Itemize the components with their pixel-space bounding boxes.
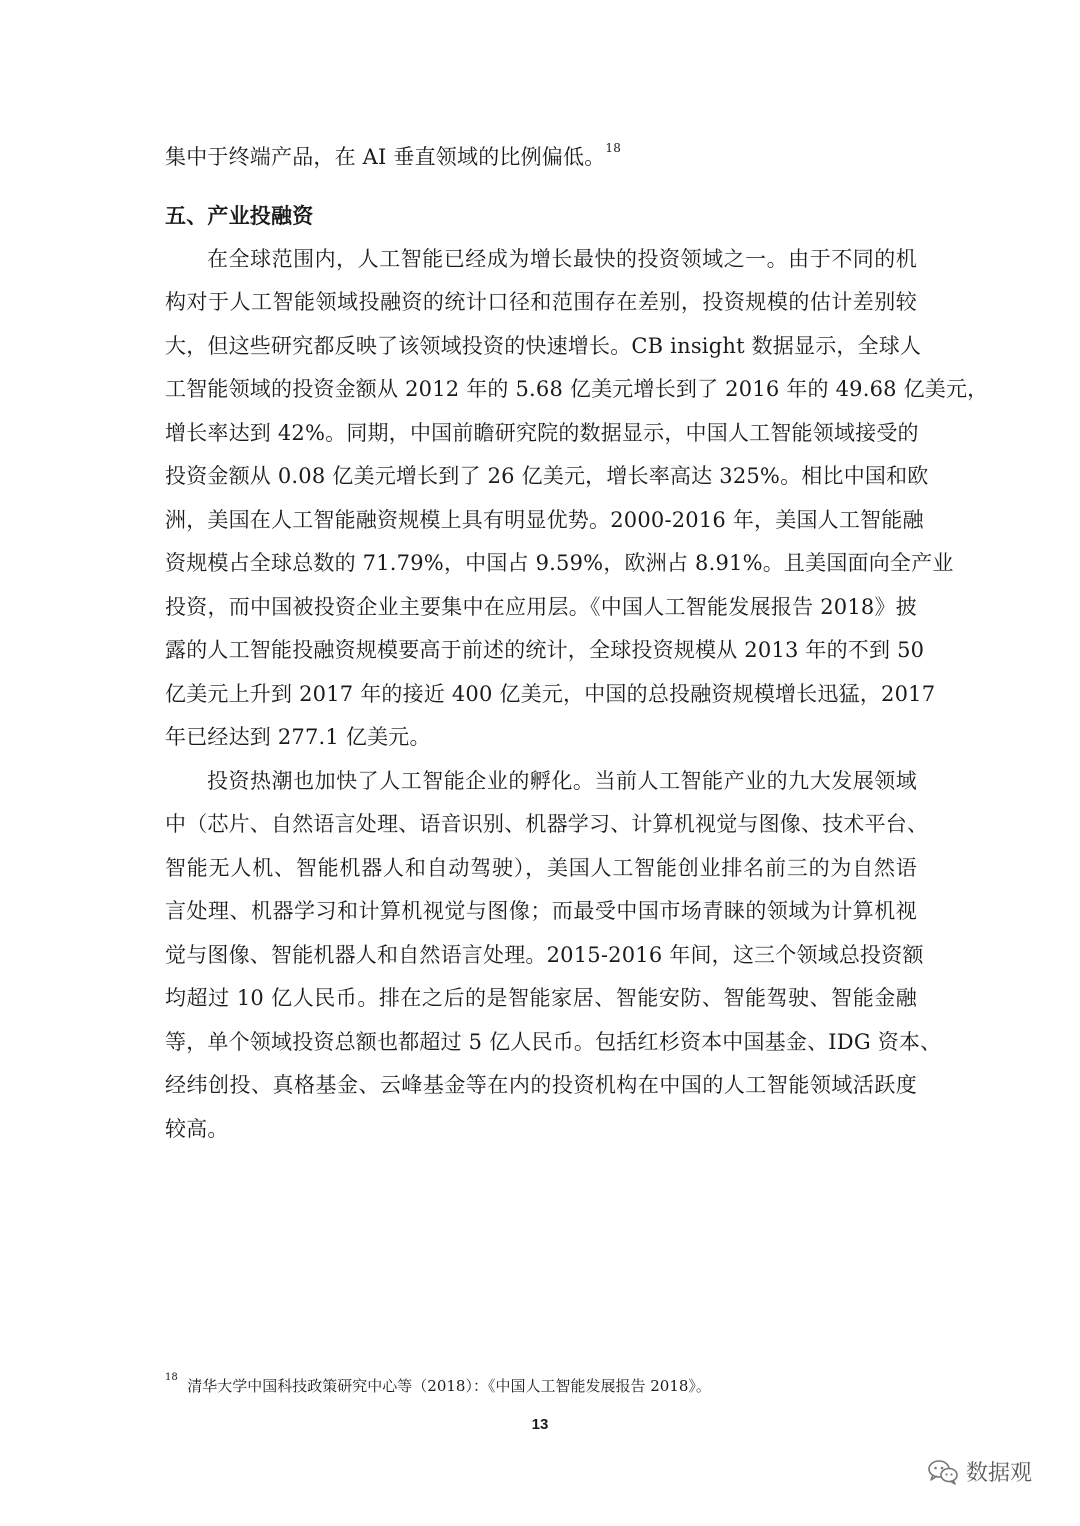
section-heading: 五、产业投融资 bbox=[165, 204, 314, 228]
body-line: 露的人工智能投融资规模要高于前述的统计，全球投资规模从 2013 年的不到 50 bbox=[165, 638, 925, 662]
body-line: 言处理、机器学习和计算机视觉与图像；而最受中国市场青睐的领域为计算机视 bbox=[165, 899, 917, 923]
body-line: 构对于人工智能领域投融资的统计口径和范围存在差别，投资规模的估计差别较 bbox=[165, 290, 917, 314]
body-line: 增长率达到 42%。同期，中国前瞻研究院的数据显示，中国人工智能领域接受的 bbox=[165, 421, 919, 445]
body-line: 等，单个领域投资总额也都超过 5 亿人民币。包括红杉资本中国基金、IDG 资本、 bbox=[165, 1030, 942, 1054]
body-line: 投资金额从 0.08 亿美元增长到了 26 亿美元，增长率高达 325%。相比中国和欧 bbox=[165, 464, 929, 488]
wechat-icon bbox=[928, 1459, 958, 1485]
body-line: 经纬创投、真格基金、云峰基金等在内的投资机构在中国的人工智能领域活跃度 bbox=[165, 1073, 917, 1097]
body-line: 工智能领域的投资金额从 2012 年的 5.68 亿美元增长到了 2016 年的 49.68 亿美元， bbox=[165, 377, 989, 401]
watermark bbox=[928, 1456, 1032, 1487]
body-line: 智能无人机、智能机器人和自动驾驶），美国人工智能创业排名前三的为自然语 bbox=[165, 856, 917, 880]
body-line: 年已经达到 277.1 亿美元。 bbox=[165, 725, 431, 749]
watermark-text: 数据观 bbox=[966, 1461, 1033, 1486]
footnote bbox=[165, 1372, 711, 1396]
body-line: 投资，而中国被投资企业主要集中在应用层。《中国人工智能发展报告 2018》披 bbox=[165, 595, 917, 619]
body-line bbox=[165, 142, 917, 172]
footnote-text: 清华大学中国科技政策研究中心等（2018）：《中国人工智能发展报告 2018》。 bbox=[187, 1377, 711, 1395]
body-line: 中（芯片、自然语言处理、语音识别、机器学习、计算机视觉与图像、技术平台、 bbox=[165, 812, 929, 836]
body-text: 集中于终端产品，在 AI 垂直领域的比例偏低。 bbox=[165, 145, 606, 169]
body-line: 亿美元上升到 2017 年的接近 400 亿美元，中国的总投融资规模增长迅猛，2017 bbox=[165, 682, 936, 706]
body-line: 均超过 10 亿人民币。排在之后的是智能家居、智能安防、智能驾驶、智能金融 bbox=[165, 986, 917, 1010]
body-line: 觉与图像、智能机器人和自然语言处理。2015-2016 年间，这三个领域总投资额 bbox=[165, 943, 924, 967]
body-line: 资规模占全球总数的 71.79%，中国占 9.59%，欧洲占 8.91%。且美国面向全产业 bbox=[165, 551, 954, 575]
body-line: 在全球范围内，人工智能已经成为增长最快的投资领域之一。由于不同的机 bbox=[207, 247, 917, 271]
footnote-marker[interactable]: 18 bbox=[605, 141, 622, 155]
footnote-number: 18 bbox=[165, 1372, 178, 1383]
body-line: 投资热潮也加快了人工智能企业的孵化。当前人工智能产业的九大发展领域 bbox=[207, 769, 917, 793]
body-line: 洲，美国在人工智能融资规模上具有明显优势。2000-2016 年，美国人工智能融 bbox=[165, 508, 924, 532]
page-number: 13 bbox=[531, 1416, 549, 1433]
body-line: 大，但这些研究都反映了该领域投资的快速增长。CB insight 数据显示，全球人 bbox=[165, 334, 922, 358]
body-line: 较高。 bbox=[165, 1117, 229, 1141]
